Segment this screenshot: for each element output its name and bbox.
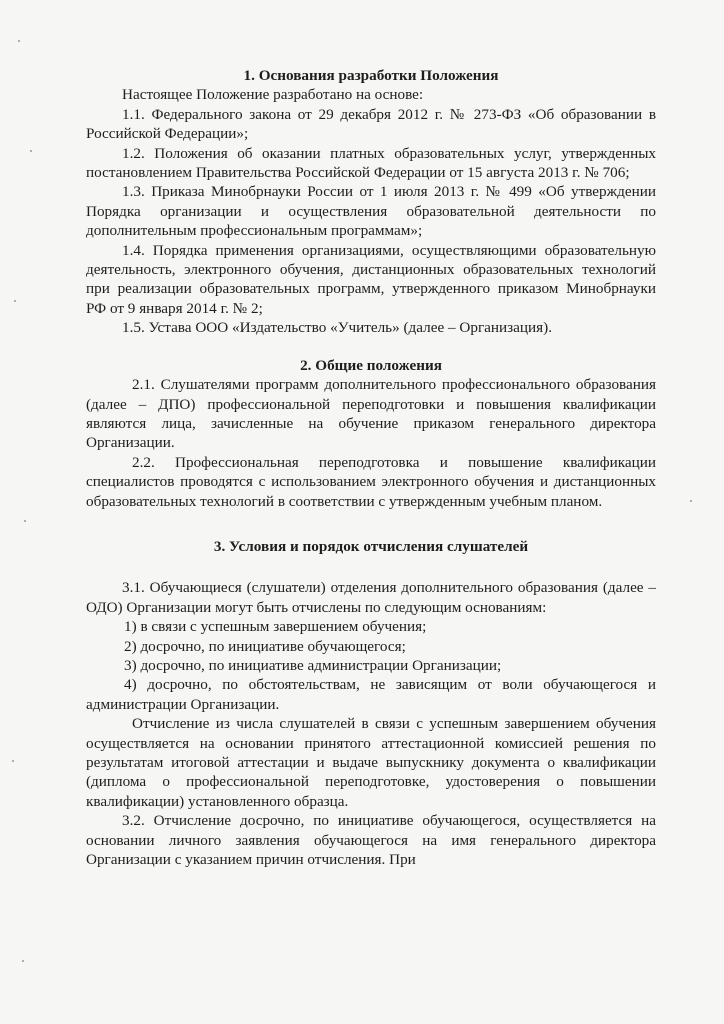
item-2-1: 2.1. Слушателями программ дополнительного профессионального образования (далее – ДПО) профессиональной переподготовки и повышения квалификации являются лица, зачисленные на обучение приказом генерального директора Организации.: [86, 376, 656, 452]
item-1-3: 1.3. Приказа Минобрнауки России от 1 июля 2013 г. № 499 «Об утверждении Порядка организации и осуществления образовательной деятельности по дополнительным профессиональным программам»;: [86, 183, 656, 240]
item-1-4: 1.4. Порядка применения организациями, осуществляющими образовательную деятельность, электронного обучения, дистанционных образовательных технологий при реализации образовательных программ, утвержденного приказом Минобрнауки РФ от 9 января 2014 г. № 2;: [86, 241, 656, 317]
section-1-intro: Настоящее Положение разработано на основе:: [122, 86, 424, 104]
item-3-2: 3.2. Отчисление досрочно, по инициативе обучающегося, осуществляется на основании личного заявления обучающегося на имя генерального директора Организации с указанием причин отчисления. При: [86, 812, 656, 869]
scan-speck: [24, 520, 26, 522]
scan-speck: [14, 300, 16, 302]
list-item: 3) досрочно, по инициативе администрации Организации;: [124, 656, 502, 674]
scan-speck: [690, 500, 692, 502]
item-2-2: 2.2. Профессиональная переподготовка и повышение квалификации специалистов проводятся с использованием электронного обучения и дистанционных образовательных технологий в соответствии с утвержденным учебным планом.: [86, 453, 656, 510]
item-3-1: 3.1. Обучающиеся (слушатели) отделения дополнительного образования (далее – ОДО) Организации могут быть отчислены по следующим основаниям:: [86, 579, 656, 616]
graduation-paragraph: Отчисление из числа слушателей в связи с успешным завершением обучения осуществляется на основании принятого аттестационной комиссией решения по результатам итоговой аттестации и выдаче выпускнику документа о квалификации (диплома о профессиональной переподготовке, удостоверения о повышении квалификации) установленного образца.: [86, 715, 656, 810]
item-1-5: 1.5. Устава ООО «Издательство «Учитель» (далее – Организация).: [122, 319, 553, 337]
section-3-title: 3. Условия и порядок отчисления слушателей: [213, 537, 529, 555]
list-item: 4) досрочно, по обстоятельствам, не зависящим от воли обучающегося и администрации Организации.: [86, 676, 656, 713]
item-1-1: 1.1. Федерального закона от 29 декабря 2012 г. № 273-ФЗ «Об образовании в Российской Федерации»;: [86, 105, 656, 143]
item-1-2: 1.2. Положения об оказании платных образовательных услуг, утвержденных постановлением Правительства Российской Федерации от 15 августа 2013 г. № 706;: [86, 144, 656, 182]
grounds-list: [86, 617, 656, 714]
section-2-title: 2. Общие положения: [300, 356, 442, 374]
section-1-title: 1. Основания разработки Положения: [243, 67, 499, 84]
document-page: [86, 66, 656, 869]
scan-speck: [22, 960, 24, 962]
scan-speck: [30, 150, 32, 152]
scan-speck: [18, 40, 20, 42]
list-item: 1) в связи с успешным завершением обучения;: [124, 618, 427, 636]
scan-speck: [12, 760, 14, 762]
list-item: 2) досрочно, по инициативе обучающегося;: [124, 637, 406, 655]
